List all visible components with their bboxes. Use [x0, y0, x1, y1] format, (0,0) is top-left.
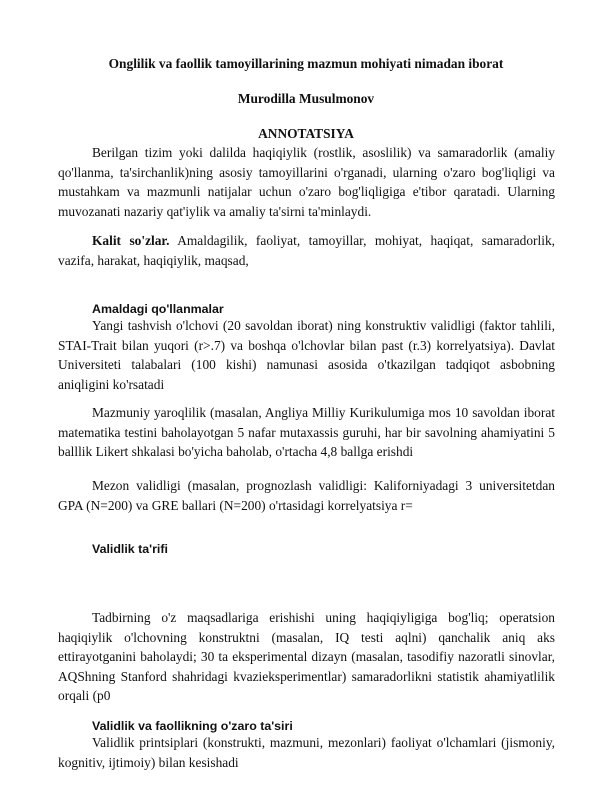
section-heading-applications: Amaldagi qo'llanmalar	[92, 302, 224, 316]
author-name: Murodilla Musulmonov	[237, 91, 375, 106]
applications-paragraph-1: Yangi tashvish o'lchovi (20 savoldan iborat) ning konstruktiv validligi (faktor tahlili, STAI-Trait bilan yuqori (r>.7) va boshqa o'lchovlar bilan past (r.3) korrelyatsiya). Davlat Universiteti talabalari (100 kishi) namunasi asosida o'tkazilgan tadqiqot asbobning aniqligini ko'rsatadi	[58, 318, 555, 392]
keywords-text: Amaldagilik, faoliyat, tamoyillar, mohiyat, haqiqat, samaradorlik, vazifa, harakat, haqiqiylik, maqsad,	[58, 233, 556, 268]
annotation-heading: ANNOTATSIYA	[258, 126, 354, 141]
annotation-paragraph: Berilgan tizim yoki dalilda haqiqiylik (rostlik, asoslilik) va samaradorlik (amaliy qo'llanma, ta'sirchanlik)ning asosiy tamoyillarini o'rganadi, ularning o'zaro bog'liqligi va mustahkam va mazmunli natijalar uchun o'zaro bog'liqligiga e'tibor qaratadi. Ularning muvozanati nazariy qat'iylik va amaliy ta'sirni ta'minlaydi.	[58, 145, 555, 219]
applications-paragraph-3: Mezon validligi (masalan, prognozlash validligi: Kaliforniyadagi 3 universitetdan GPA (N=200) va GRE ballari (N=200) o'rtasidagi korrelyatsiya r=	[58, 478, 555, 513]
applications-paragraph-2: Mazmuniy yaroqlilik (masalan, Angliya Milliy Kurikulumiga mos 10 savoldan iborat matematika testini baholayotgan 5 nafar mutaxassis guruhi, har bir savolning ahamiyatini 5 balllik Likert shkalasi bo'yicha baholab, o'rtacha 4,8 ballga erishdi	[58, 405, 555, 459]
keywords-paragraph	[58, 231, 555, 270]
paper-title: Onglilik va faollik tamoyillarining mazmun mohiyati nimadan iborat	[108, 56, 504, 71]
validity-definition-paragraph: Tadbirning o'z maqsadlariga erishishi uning haqiqiyligiga bog'liq; operatsion haqiqiylik o'lchovning konstruktni (masalan, IQ testi aqlni) qanchalik aniq aks ettirayotganini baholaydi; 30 ta eksperimental dizayn (masalan, tasodifiy nazoratli sinovlar, AQShning Stanford shahridagi kvazieksperimentlar) samaradorlikni statistik ahamiyatlilik orqali (p0	[58, 610, 555, 703]
section-heading-interaction: Validlik va faollikning o'zaro ta'siri	[92, 719, 293, 733]
section-heading-validity-definition: Validlik ta'rifi	[92, 542, 168, 556]
interaction-paragraph: Validlik printsiplari (konstrukti, mazmuni, mezonlari) faoliyat o'lchamlari (jismoniy, kognitiv, ijtimoiy) bilan kesishadi	[58, 735, 555, 770]
keywords-label: Kalit so'zlar.	[92, 233, 170, 248]
